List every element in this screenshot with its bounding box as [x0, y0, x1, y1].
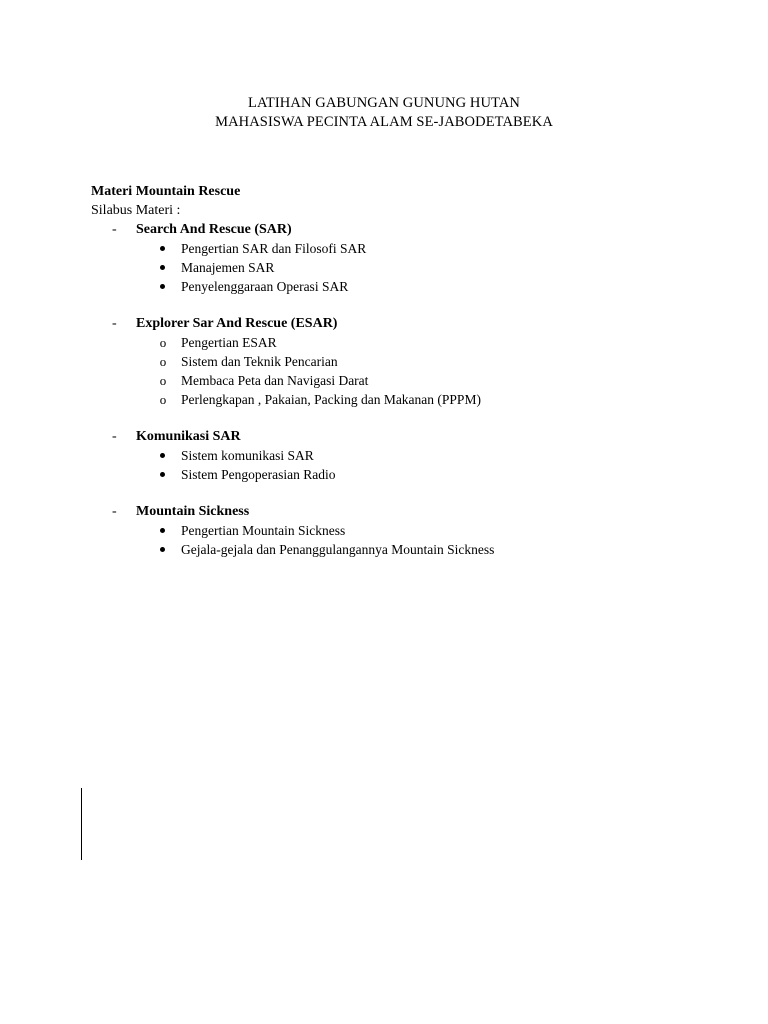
list-item [91, 239, 731, 258]
dash-marker: - [112, 316, 117, 331]
list-item-text: Sistem komunikasi SAR [181, 448, 314, 463]
margin-change-bar [81, 788, 82, 860]
dash-marker: - [112, 504, 117, 519]
list-item [91, 521, 731, 540]
section-sar [91, 220, 731, 239]
list-item-text: Pengertian Mountain Sickness [181, 523, 346, 538]
list-item-text: Pengertian ESAR [181, 335, 277, 350]
title-line-1: LATIHAN GABUNGAN GUNUNG HUTAN [248, 95, 520, 111]
section-title: Mountain Sickness [136, 504, 250, 519]
list-item-text: Perlengkapan , Pakaian, Packing dan Makanan (PPPM) [181, 392, 481, 407]
section-komunikasi [91, 427, 731, 446]
list-item [91, 371, 731, 390]
list-item-text: Membaca Peta dan Navigasi Darat [181, 373, 369, 388]
list-item [91, 352, 731, 371]
list-item-text: Sistem Pengoperasian Radio [181, 467, 336, 482]
list-item-text: Gejala-gejala dan Penanggulangannya Mountain Sickness [181, 542, 495, 557]
bullet-circle-icon: o [159, 392, 167, 407]
list-item-text: Pengertian SAR dan Filosofi SAR [181, 241, 367, 256]
list-item [91, 258, 731, 277]
list-item [91, 333, 731, 352]
list-item-text: Sistem dan Teknik Pencarian [181, 354, 338, 369]
list-item [91, 540, 731, 559]
bullet-circle-icon: o [159, 354, 167, 369]
list-item [91, 277, 731, 296]
bullet-circle-icon: o [159, 335, 167, 350]
syllabus-label: Silabus Materi : [91, 203, 181, 218]
section-title: Komunikasi SAR [136, 429, 241, 444]
dash-marker: - [112, 429, 117, 444]
list-item [91, 390, 731, 409]
section-mountain-sickness [91, 502, 731, 521]
title-line-2: MAHASISWA PECINTA ALAM SE-JABODETABEKA [215, 114, 553, 130]
list-item-text: Penyelenggaraan Operasi SAR [181, 279, 349, 294]
list-item [91, 446, 731, 465]
list-item [91, 465, 731, 484]
document-body [91, 182, 731, 559]
section-title: Explorer Sar And Rescue (ESAR) [136, 316, 338, 331]
dash-marker: - [112, 222, 117, 237]
document-title [0, 94, 768, 132]
section-esar [91, 314, 731, 333]
section-heading: Materi Mountain Rescue [91, 184, 241, 199]
bullet-circle-icon: o [159, 373, 167, 388]
list-item-text: Manajemen SAR [181, 260, 275, 275]
section-title: Search And Rescue (SAR) [136, 222, 292, 237]
